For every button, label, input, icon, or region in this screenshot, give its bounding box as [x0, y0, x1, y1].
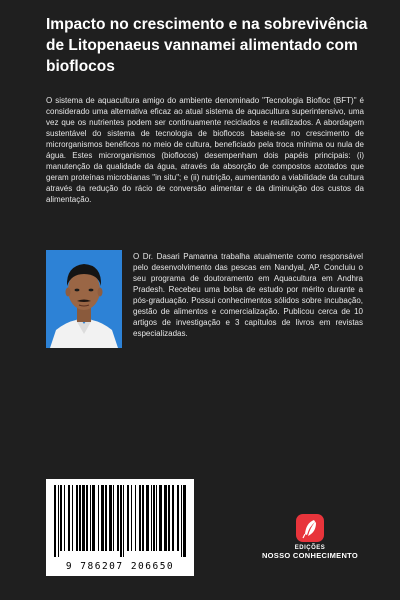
barcode-bar — [139, 485, 141, 551]
barcode-bar — [82, 485, 85, 551]
isbn-number: 9 786207 206650 — [65, 561, 175, 572]
book-title: Impacto no crescimento e na sobrevivência de Litopenaeus vannamei alimentado com bioflocos — [46, 16, 368, 75]
barcode-bar — [76, 485, 78, 551]
barcode-bar — [164, 485, 167, 551]
barcode-bar — [159, 485, 162, 551]
barcode-bar — [64, 485, 65, 551]
book-synopsis: O sistema de aquacultura amigo do ambiente denominado "Tecnologia Biofloc (BFT)" é considerado uma alternativa eficaz ao atual sistema de aquacultura superintensivo, uma vez que os nutrientes podem ser continuamente reciclados e reutilizados. A abordagem sustentável do sistema de tecnologia de bioflocos baseia-se no crescimento de microrganismos benéficos no meio de cultura, beneficiado pela troca mínima ou nula de água. Estes microrganismos (bioflocos) desempenham dois papéis principais: (i) manutenção da qualidade da água, através da absorção de compostos azotados que geram proteínas microbianas "in situ"; e (ii) nutrição, aumentando a viabilidade da cultura através da redução do rácio de conversão alimentar e da diminuição dos custos da alimentação. — [46, 96, 364, 204]
barcode-bar — [135, 485, 136, 551]
barcode-bar — [123, 485, 124, 557]
barcode-bar — [90, 485, 91, 551]
isbn-barcode — [46, 479, 194, 576]
barcode-bar — [117, 485, 119, 551]
barcode-bar — [146, 485, 149, 551]
publisher-name: NOSSO CONHECIMENTO — [261, 551, 359, 560]
barcode-bar — [109, 485, 112, 551]
barcode-bar — [127, 485, 129, 551]
barcode-bar — [172, 485, 174, 551]
barcode-bar — [92, 485, 95, 551]
barcode-bars — [46, 479, 194, 559]
barcode-bar — [183, 485, 186, 557]
barcode-bar — [168, 485, 170, 551]
barcode-bar — [60, 485, 62, 551]
barcode-bar — [131, 485, 132, 551]
publisher-block — [260, 514, 360, 560]
barcode-bar — [142, 485, 144, 551]
barcode-bar — [79, 485, 81, 551]
barcode-bar — [54, 485, 56, 557]
publisher-label: EDIÇÕES — [294, 545, 326, 551]
barcode-bar — [153, 485, 155, 551]
barcode-bar — [98, 485, 99, 551]
author-bio: O Dr. Dasari Pamanna trabalha atualmente como responsável pelo desenvolvimento das pescas em Nandyal, AP. Concluiu o seu programa de doutoramento em Aquacultura em Andhra Pradesh. Recebeu uma bolsa de estudo por mérito durante a pós-graduação. Possui conhecimentos sólidos sobre incubação, gestão de alimentos e comercialização. Publicou cerca de 10 artigos de investigação e 3 capítulos de livros em revistas especializadas. — [133, 252, 363, 338]
barcode-bar — [181, 485, 182, 557]
feather-quill-icon — [296, 514, 324, 542]
barcode-bar — [68, 485, 70, 551]
barcode-bar — [120, 485, 122, 557]
barcode-bar — [72, 485, 73, 551]
barcode-bar — [86, 485, 88, 551]
barcode-bar — [113, 485, 114, 551]
author-photo — [46, 250, 122, 348]
barcode-bar — [101, 485, 104, 551]
barcode-bar — [177, 485, 179, 551]
barcode-bar — [151, 485, 152, 551]
barcode-bar — [58, 485, 59, 557]
barcode-bar — [105, 485, 107, 551]
barcode-bar — [156, 485, 157, 551]
